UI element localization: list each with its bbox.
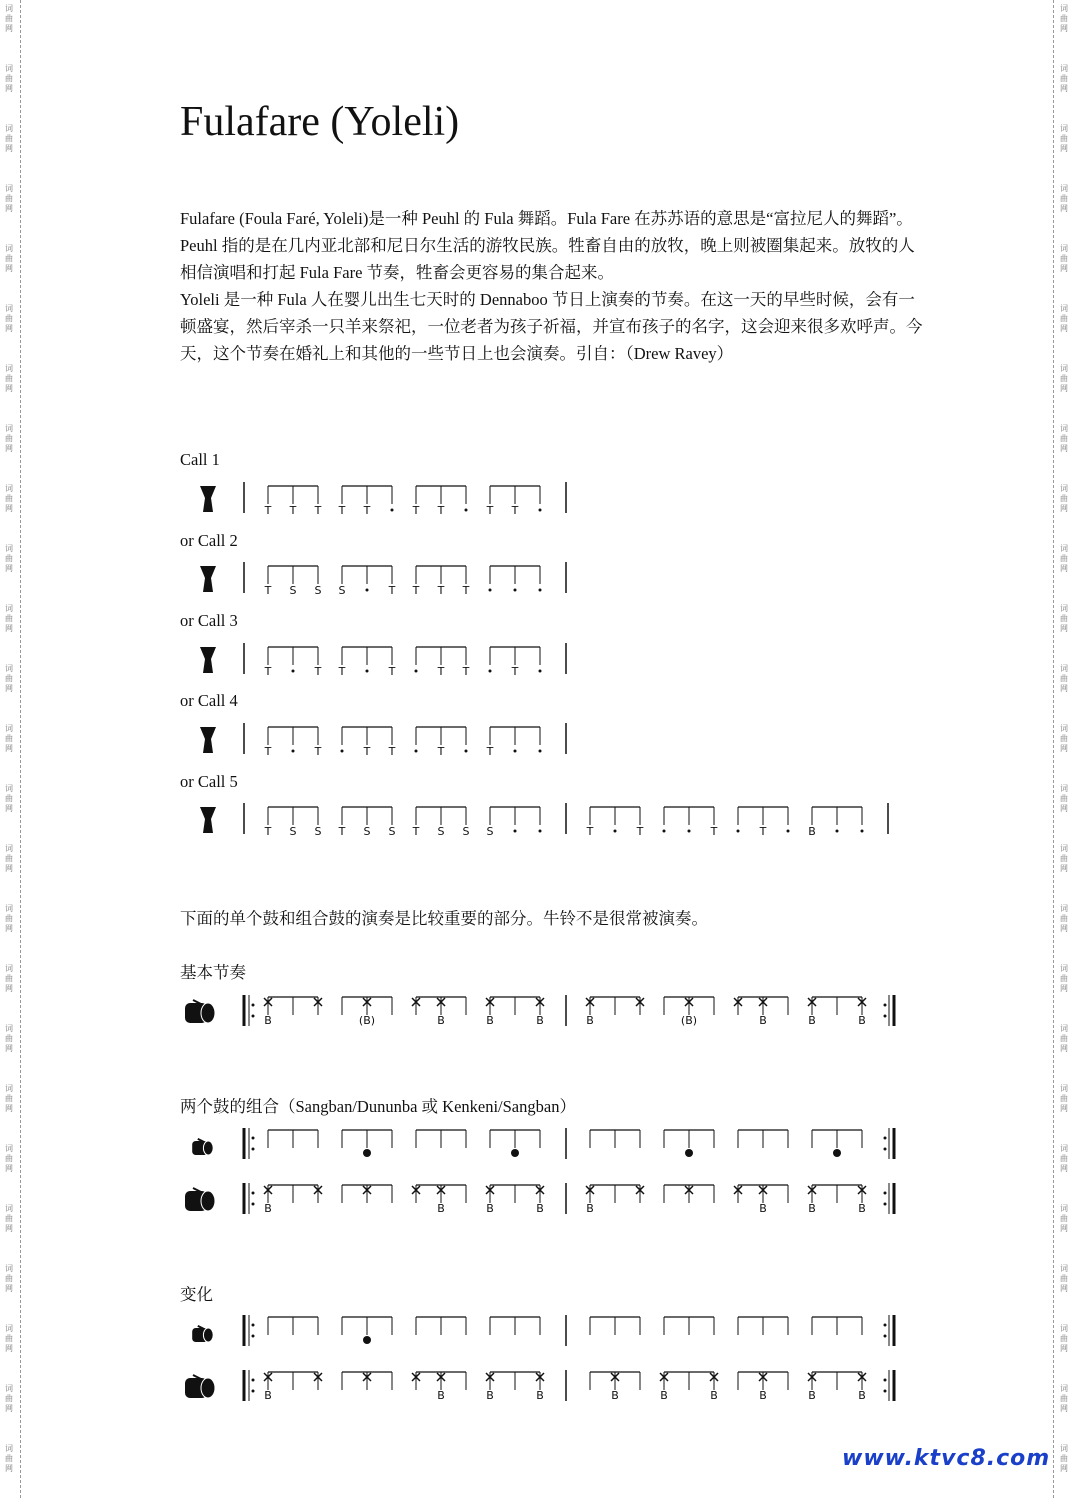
- page-title: Fulafare (Yoleli): [180, 99, 460, 145]
- bass-label: B: [611, 1389, 619, 1402]
- watermark-text: 词 曲 网: [1060, 1324, 1068, 1353]
- repeat-dot: [252, 1324, 255, 1327]
- rest-dot: [737, 830, 740, 833]
- repeat-dot: [252, 1390, 255, 1393]
- rest-dot: [539, 589, 542, 592]
- watermark-text: 词 曲 网: [5, 1144, 13, 1173]
- watermark-text: 词 曲 网: [1060, 124, 1068, 153]
- stroke-label: T: [412, 584, 420, 597]
- rest-dot: [688, 830, 691, 833]
- dundun-icon: [201, 1191, 215, 1211]
- intro-paragraph: Peuhl 指的是在几内亚北部和尼日尔生活的游牧民族。牲畜自由的放牧，晚上则被圈集起来。放牧的人相信演唱和打起 Fula Fare 节奏，牲畜会更容易的集合起来。: [180, 236, 915, 282]
- dundun-icon: [201, 1003, 215, 1023]
- repeat-dot: [252, 1015, 255, 1018]
- repeat-dot: [252, 1137, 255, 1140]
- stroke-label: T: [462, 665, 470, 678]
- bass-label: B: [536, 1389, 544, 1402]
- watermark-text: 词 曲 网: [1060, 844, 1068, 873]
- repeat-dot: [884, 1148, 887, 1151]
- watermark-text: 词 曲 网: [5, 484, 13, 513]
- bass-label: B: [264, 1202, 272, 1215]
- watermark-text: 词 曲 网: [1060, 424, 1068, 453]
- bass-label: B: [858, 1389, 866, 1402]
- watermark-text: 词 曲 网: [5, 1384, 13, 1413]
- watermark-text: 词 曲 网: [1060, 184, 1068, 213]
- stroke-label: T: [388, 745, 396, 758]
- stroke-label: T: [314, 745, 322, 758]
- repeat-dot: [884, 1324, 887, 1327]
- stroke-label: T: [437, 584, 445, 597]
- stroke-label: S: [338, 584, 346, 597]
- variation-label: 变化: [180, 1285, 213, 1304]
- stroke-label: T: [437, 745, 445, 758]
- bass-label: B: [536, 1014, 544, 1027]
- stroke-label: S: [462, 825, 470, 838]
- stroke-label: T: [437, 504, 445, 517]
- rest-dot: [341, 750, 344, 753]
- basic-rhythm-label: 基本节奏: [180, 963, 246, 982]
- stroke-label: S: [314, 584, 322, 597]
- stroke-label: T: [363, 504, 371, 517]
- stroke-label: T: [511, 504, 519, 517]
- watermark-text: 词 曲 网: [5, 784, 13, 813]
- watermark-text: 词 曲 网: [5, 964, 13, 993]
- repeat-dot: [884, 1192, 887, 1195]
- watermark-text: 词 曲 网: [1060, 964, 1068, 993]
- watermark-text: 词 曲 网: [1060, 4, 1068, 33]
- rest-dot: [539, 830, 542, 833]
- rest-dot: [391, 509, 394, 512]
- stroke-label: T: [412, 504, 420, 517]
- djembe-icon: [200, 486, 216, 512]
- open-tone-dot: [511, 1149, 519, 1157]
- rest-dot: [614, 830, 617, 833]
- watermark-text: 词 曲 网: [5, 844, 13, 873]
- call-3-label: or Call 3: [180, 611, 238, 630]
- stroke-label: T: [388, 584, 396, 597]
- bass-label: B: [264, 1389, 272, 1402]
- intro-paragraph: Yoleli 是一种 Fula 人在婴儿出生七天时的 Dennaboo 节日上演奏的节奏。在这一天的早些时候，会有一顿盛宴，然后宰杀一只羊来祭祀，一位老者为孩子祈福，并宣布孩子的名字，这会迎来很多欢呼声。今天，这个节奏在婚礼上和其他的一些节日上也会演奏。引自：（Drew Ravey）: [180, 290, 923, 363]
- bass-label: B: [759, 1014, 767, 1027]
- rest-dot: [366, 589, 369, 592]
- stroke-label: T: [462, 584, 470, 597]
- repeat-dot: [252, 1192, 255, 1195]
- watermark-text: 词 曲 网: [1060, 604, 1068, 633]
- stroke-label: T: [486, 745, 494, 758]
- watermark-text: 词 曲 网: [1060, 484, 1068, 513]
- watermark-text: 词 曲 网: [5, 1084, 13, 1113]
- watermark-text: 词 曲 网: [5, 904, 13, 933]
- stroke-label: T: [363, 745, 371, 758]
- stroke-label: T: [314, 665, 322, 678]
- watermark-text: 词 曲 网: [5, 184, 13, 213]
- watermark-text: 词 曲 网: [1060, 1204, 1068, 1233]
- rest-dot: [292, 750, 295, 753]
- watermark-text: 词 曲 网: [1060, 64, 1068, 93]
- repeat-dot: [884, 1379, 887, 1382]
- watermark-text: 词 曲 网: [1060, 1144, 1068, 1173]
- repeat-dot: [252, 1335, 255, 1338]
- stroke-label: T: [338, 504, 346, 517]
- repeat-dot: [884, 1004, 887, 1007]
- stroke-label: T: [388, 665, 396, 678]
- intro-paragraph: Fulafare (Foula Faré, Yoleli)是一种 Peuhl 的 Fula 舞蹈。Fula Fare 在苏苏语的意思是“富拉尼人的舞蹈”。: [180, 209, 913, 228]
- repeat-dot: [884, 1335, 887, 1338]
- rest-dot: [514, 589, 517, 592]
- bass-label: B: [858, 1014, 866, 1027]
- bass-label: B: [759, 1202, 767, 1215]
- rest-dot: [787, 830, 790, 833]
- watermark-text: 词 曲 网: [1060, 304, 1068, 333]
- rest-dot: [465, 750, 468, 753]
- bass-label: (B): [358, 1014, 376, 1027]
- stroke-label: T: [338, 825, 346, 838]
- rest-dot: [366, 670, 369, 673]
- watermark-text: 词 曲 网: [5, 244, 13, 273]
- stroke-label: T: [759, 825, 767, 838]
- watermark-text: 词 曲 网: [5, 1204, 13, 1233]
- stroke-label: T: [264, 665, 272, 678]
- rest-dot: [465, 509, 468, 512]
- watermark-text: 词 曲 网: [1060, 364, 1068, 393]
- stroke-label: T: [511, 665, 519, 678]
- stroke-label: S: [289, 825, 297, 838]
- bass-label: B: [486, 1014, 494, 1027]
- stroke-label: S: [437, 825, 445, 838]
- stroke-label: T: [314, 504, 322, 517]
- repeat-dot: [252, 1203, 255, 1206]
- watermark-text: 词 曲 网: [1060, 244, 1068, 273]
- bass-label: B: [437, 1014, 445, 1027]
- watermark-text: 词 曲 网: [5, 544, 13, 573]
- stroke-label: S: [486, 825, 494, 838]
- bass-label: B: [437, 1389, 445, 1402]
- repeat-dot: [884, 1137, 887, 1140]
- watermark-text: 词 曲 网: [1060, 1024, 1068, 1053]
- rest-dot: [861, 830, 864, 833]
- rest-dot: [539, 509, 542, 512]
- repeat-dot: [884, 1390, 887, 1393]
- watermark-text: 词 曲 网: [5, 364, 13, 393]
- stroke-label: B: [808, 825, 816, 838]
- rest-dot: [836, 830, 839, 833]
- watermark-text: 词 曲 网: [5, 1324, 13, 1353]
- dundun-icon: [203, 1328, 213, 1342]
- djembe-icon: [200, 647, 216, 673]
- bass-label: B: [437, 1202, 445, 1215]
- site-logo: www.ktvc8.com: [842, 1446, 1051, 1471]
- bass-label: B: [264, 1014, 272, 1027]
- repeat-dot: [252, 1004, 255, 1007]
- combo-label: 两个鼓的组合（Sangban/Dununba 或 Kenkeni/Sangban）: [180, 1097, 576, 1116]
- stroke-label: T: [636, 825, 644, 838]
- stroke-label: T: [264, 745, 272, 758]
- djembe-icon: [200, 807, 216, 833]
- stroke-label: T: [710, 825, 718, 838]
- repeat-dot: [252, 1148, 255, 1151]
- section-note: 下面的单个鼓和组合鼓的演奏是比较重要的部分。牛铃不是很常被演奏。: [180, 909, 708, 928]
- watermark-text: 词 曲 网: [5, 424, 13, 453]
- repeat-dot: [884, 1203, 887, 1206]
- rest-dot: [539, 670, 542, 673]
- watermark-text: 词 曲 网: [5, 4, 13, 33]
- bass-label: B: [808, 1389, 816, 1402]
- watermark-text: 词 曲 网: [5, 124, 13, 153]
- bass-label: B: [486, 1389, 494, 1402]
- dundun-icon: [203, 1141, 213, 1155]
- stroke-label: T: [412, 825, 420, 838]
- rest-dot: [514, 750, 517, 753]
- watermark-text: 词 曲 网: [1060, 1444, 1068, 1473]
- watermark-text: 词 曲 网: [1060, 664, 1068, 693]
- rest-dot: [415, 750, 418, 753]
- watermark-text: 词 曲 网: [1060, 1264, 1068, 1293]
- stroke-label: T: [289, 504, 297, 517]
- stroke-label: T: [586, 825, 594, 838]
- rest-dot: [489, 670, 492, 673]
- bass-label: (B): [680, 1014, 698, 1027]
- watermark-text: 词 曲 网: [1060, 544, 1068, 573]
- watermark-text: 词 曲 网: [5, 664, 13, 693]
- rest-dot: [292, 670, 295, 673]
- bass-label: B: [808, 1014, 816, 1027]
- watermark-text: 词 曲 网: [5, 604, 13, 633]
- watermark-text: 词 曲 网: [5, 64, 13, 93]
- watermark-text: 词 曲 网: [1060, 904, 1068, 933]
- stroke-label: T: [486, 504, 494, 517]
- bass-label: B: [486, 1202, 494, 1215]
- open-tone-dot: [685, 1149, 693, 1157]
- open-tone-dot: [363, 1336, 371, 1344]
- stroke-label: T: [437, 665, 445, 678]
- djembe-icon: [200, 566, 216, 592]
- bass-label: B: [858, 1202, 866, 1215]
- stroke-label: S: [314, 825, 322, 838]
- bass-label: B: [710, 1389, 718, 1402]
- bass-label: B: [808, 1202, 816, 1215]
- bass-label: B: [586, 1202, 594, 1215]
- watermark-text: 词 曲 网: [1060, 1084, 1068, 1113]
- bass-label: B: [660, 1389, 668, 1402]
- watermark-text: 词 曲 网: [1060, 724, 1068, 753]
- watermark-text: 词 曲 网: [1060, 784, 1068, 813]
- stroke-label: T: [264, 504, 272, 517]
- stroke-label: S: [363, 825, 371, 838]
- watermark-text: 词 曲 网: [5, 1264, 13, 1293]
- bass-label: B: [586, 1014, 594, 1027]
- watermark-text: 词 曲 网: [1060, 1384, 1068, 1413]
- open-tone-dot: [833, 1149, 841, 1157]
- rest-dot: [539, 750, 542, 753]
- rest-dot: [489, 589, 492, 592]
- watermark-text: 词 曲 网: [5, 304, 13, 333]
- call-4-label: or Call 4: [180, 691, 238, 710]
- call-5-label: or Call 5: [180, 772, 238, 791]
- watermark-text: 词 曲 网: [5, 724, 13, 753]
- repeat-dot: [252, 1379, 255, 1382]
- call-2-label: or Call 2: [180, 531, 238, 550]
- stroke-label: T: [338, 665, 346, 678]
- rest-dot: [514, 830, 517, 833]
- bass-label: B: [536, 1202, 544, 1215]
- bass-label: B: [759, 1389, 767, 1402]
- open-tone-dot: [363, 1149, 371, 1157]
- stroke-label: T: [264, 584, 272, 597]
- stroke-label: T: [264, 825, 272, 838]
- call-1-label: Call 1: [180, 450, 220, 469]
- watermark-text: 词 曲 网: [5, 1444, 13, 1473]
- stroke-label: S: [289, 584, 297, 597]
- repeat-dot: [884, 1015, 887, 1018]
- stroke-label: S: [388, 825, 396, 838]
- rest-dot: [663, 830, 666, 833]
- djembe-icon: [200, 727, 216, 753]
- watermark-text: 词 曲 网: [5, 1024, 13, 1053]
- dundun-icon: [201, 1378, 215, 1398]
- rest-dot: [415, 670, 418, 673]
